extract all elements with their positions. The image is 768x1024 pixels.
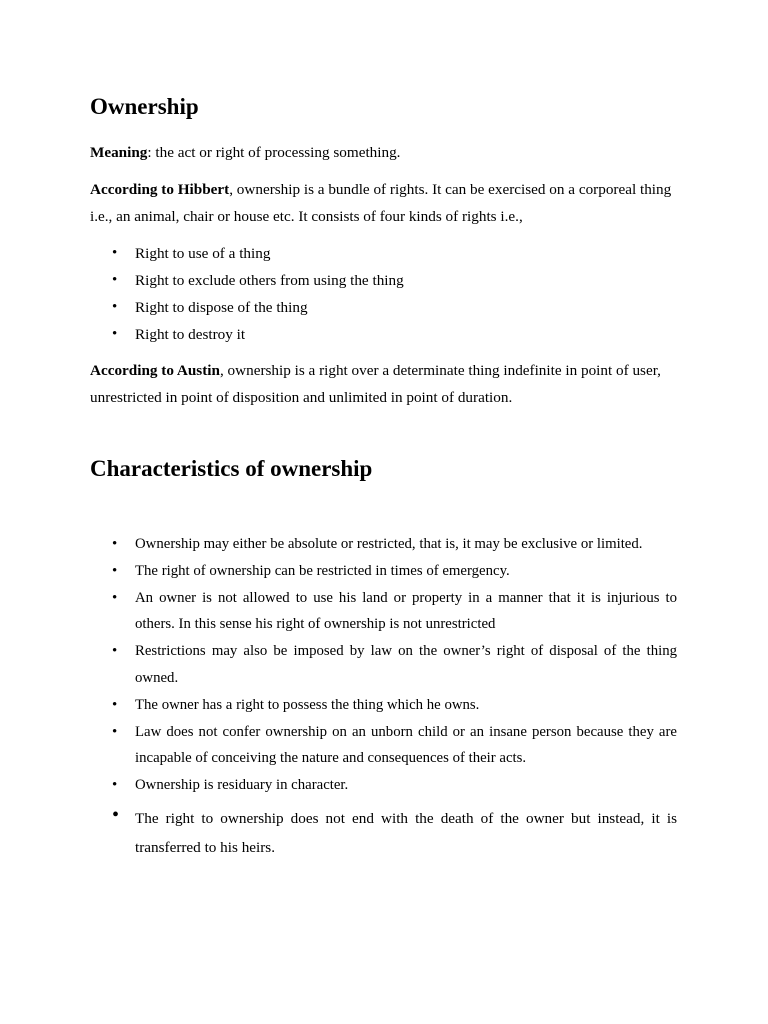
- meaning-label: Meaning: [90, 144, 148, 161]
- characteristic-text: Restrictions may also be imposed by law on the owner’s right of disposal of the thing owned.: [135, 643, 677, 686]
- austin-paragraph: [90, 357, 677, 411]
- list-item: [90, 692, 677, 719]
- hibbert-text: , ownership is a bundle of rights. It can be exercised on a corporeal thing i.e., an animal, chair or house etc. It consists of four kinds of rights i.e.,: [90, 181, 672, 225]
- characteristic-text: An owner is not allowed to use his land or property in a manner that it is injurious to others. In this sense his right of ownership is not unrestricted: [135, 589, 677, 633]
- bullet-icon: •: [112, 723, 118, 740]
- bullet-icon: •: [112, 272, 118, 288]
- hibbert-label: According to Hibbert: [90, 181, 230, 198]
- rights-list: [90, 240, 677, 348]
- bullet-icon: •: [112, 299, 118, 315]
- right-text: Right to exclude others from using the thing: [135, 272, 404, 289]
- characteristic-text: The right to ownership does not end with the death of the owner but instead, it is transferred to his heirs.: [135, 809, 677, 856]
- list-item: [90, 558, 677, 585]
- characteristic-text: Law does not confer ownership on an unborn child or an insane person because they are incapable of conceiving the nature and consequences of their acts.: [135, 723, 677, 767]
- bullet-icon: •: [112, 696, 118, 713]
- austin-text: , ownership is a right over a determinate thing indefinite in point of user, unrestricted in point of disposition and unlimited in point of duration.: [90, 362, 661, 406]
- list-item: [90, 240, 677, 267]
- characteristic-text: The owner has a right to possess the thing which he owns.: [135, 696, 480, 713]
- hibbert-paragraph: [90, 176, 677, 230]
- list-item: [90, 267, 677, 294]
- characteristics-list: [90, 531, 677, 862]
- list-item: [90, 321, 677, 348]
- bullet-icon: •: [112, 589, 118, 606]
- right-text: Right to use of a thing: [135, 245, 271, 262]
- list-item: [90, 531, 677, 558]
- characteristic-text: Ownership is residuary in character.: [135, 777, 349, 794]
- austin-label: According to Austin: [90, 362, 220, 379]
- right-text: Right to dispose of the thing: [135, 299, 308, 316]
- list-item: [90, 719, 677, 773]
- meaning-paragraph: [90, 139, 677, 166]
- bullet-icon: •: [112, 803, 120, 826]
- bullet-icon: •: [112, 245, 118, 261]
- bullet-icon: •: [112, 536, 118, 552]
- bullet-icon: •: [112, 643, 118, 660]
- heading-characteristics: Characteristics of ownership: [90, 456, 373, 481]
- characteristic-text: Ownership may either be absolute or restricted, that is, it may be exclusive or limited.: [135, 536, 643, 552]
- right-text: Right to destroy it: [135, 326, 246, 343]
- list-item: [90, 772, 677, 799]
- bullet-icon: •: [112, 326, 118, 342]
- list-item: [90, 585, 677, 639]
- list-item: [90, 638, 677, 692]
- heading-ownership: Ownership: [90, 94, 199, 119]
- meaning-text: : the act or right of processing something.: [147, 144, 401, 161]
- characteristic-text: The right of ownership can be restricted in times of emergency.: [135, 562, 510, 579]
- bullet-icon: •: [112, 562, 118, 579]
- list-item: [90, 804, 677, 862]
- bullet-icon: •: [112, 777, 118, 794]
- list-item: [90, 294, 677, 321]
